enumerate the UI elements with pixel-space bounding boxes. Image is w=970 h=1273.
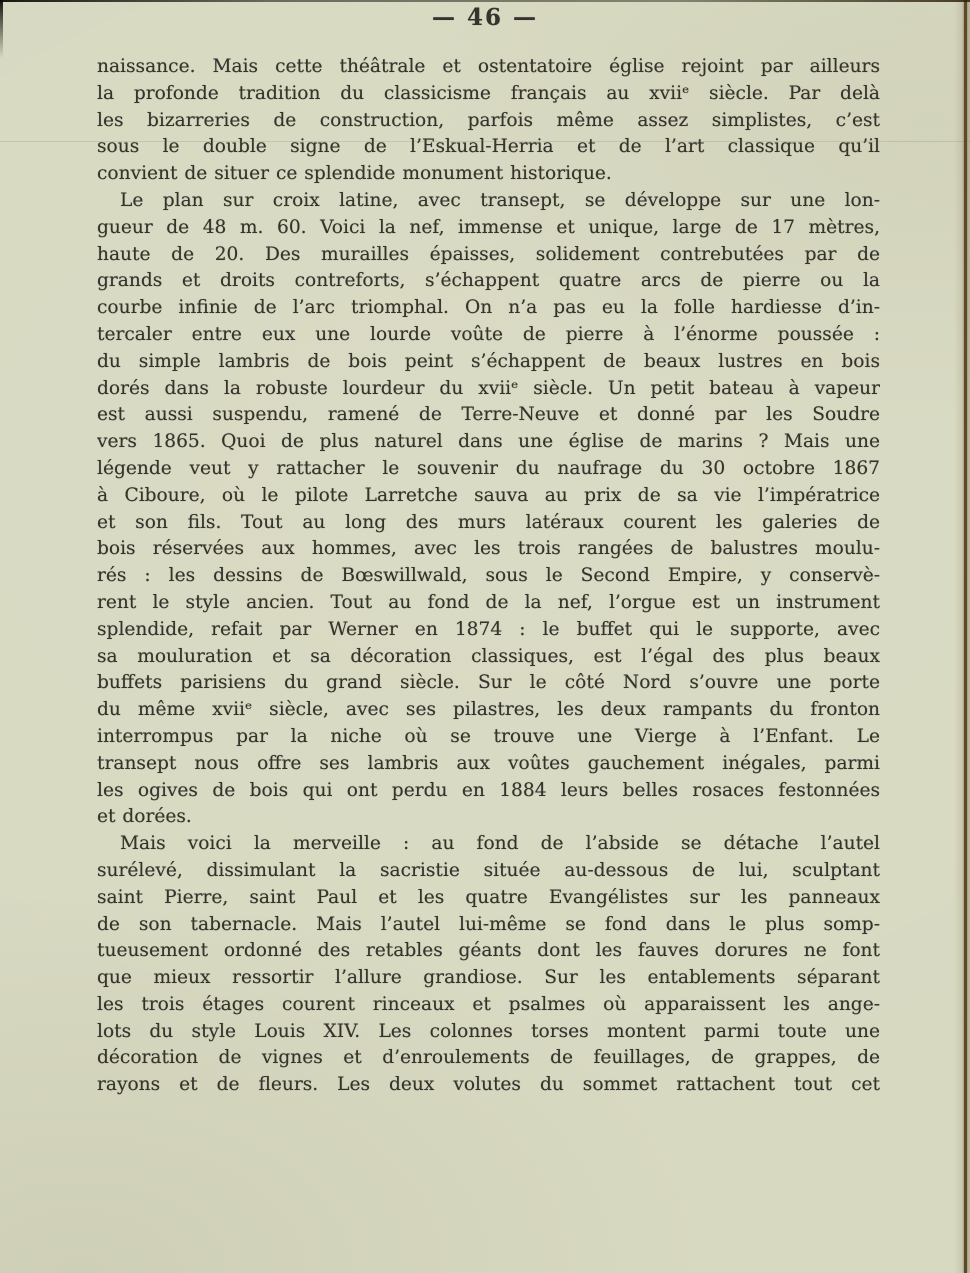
text-line: tercaler entre eux une lourde voûte de pierre à l’énorme poussée : (97, 323, 880, 345)
text-line: rés : les dessins de Bœswillwald, sous le Second Empire, y conservè- (97, 565, 880, 587)
text-line: saint Pierre, saint Paul et les quatre Evangélistes sur les panneaux (97, 886, 880, 908)
text-line: du même xviiᵉ siècle, avec ses pilastres, les deux rampants du fronton (97, 699, 880, 721)
text-line: de son tabernacle. Mais l’autel lui-même se fond dans le plus somp- (97, 913, 880, 935)
scan-top-edge (0, 0, 970, 2)
text-line: interrompus par la niche où se trouve une Vierge à l’Enfant. Le (97, 725, 880, 747)
text-line: surélevé, dissimulant la sacristie située au-dessous de lui, sculptant (97, 859, 880, 881)
scan-crease-line (0, 141, 970, 142)
paragraph (97, 831, 880, 1099)
text-line: que mieux ressortir l’allure grandiose. Sur les entablements séparant (97, 967, 880, 989)
text-line: sous le double signe de l’Eskual-Herria et de l’art classique qu’il (97, 136, 880, 158)
text-line: buffets parisiens du grand siècle. Sur le côté Nord s’ouvre une porte (97, 672, 880, 694)
text-line: décoration de vignes et d’enroulements de feuillages, de grappes, de (97, 1047, 880, 1069)
text-line: transept nous offre ses lambris aux voûtes gauchement inégales, parmi (97, 752, 880, 774)
text-line: haute de 20. Des murailles épaisses, solidement contrebutées par de (97, 243, 880, 265)
page-edge-line (964, 0, 967, 1273)
text-line: rent le style ancien. Tout au fond de la nef, l’orgue est un instrument (97, 591, 880, 613)
text-line: légende veut y rattacher le souvenir du naufrage du 30 octobre 1867 (97, 457, 880, 479)
text-line: dorés dans la robuste lourdeur du xviiᵉ siècle. Un petit bateau à vapeur (97, 377, 880, 399)
text-line: les trois étages courent rinceaux et psalmes où apparaissent les ange- (97, 993, 880, 1015)
text-line: les ogives de bois qui ont perdu en 1884 leurs belles rosaces festonnées (97, 779, 880, 801)
text-line: et son fils. Tout au long des murs latéraux courent les galeries de (97, 511, 880, 533)
text-line: à Ciboure, où le pilote Larretche sauva au prix de sa vie l’impératrice (97, 484, 880, 506)
text-line: est aussi suspendu, ramené de Terre-Neuve et donné par les Soudre (97, 404, 880, 426)
scan-corner-artifact (0, 0, 3, 58)
text-line: convient de situer ce splendide monument historique. (97, 163, 612, 185)
text-line: naissance. Mais cette théâtrale et ostentatoire église rejoint par ailleurs (97, 56, 880, 77)
text-line: grands et droits contreforts, s’échappent quatre arcs de pierre ou la (97, 270, 880, 292)
paragraph (97, 188, 880, 831)
text-line: et dorées. (97, 806, 192, 828)
text-line: tueusement ordonné des retables géants dont les fauves dorures ne font (97, 940, 880, 962)
text-line: Le plan sur croix latine, avec transept, se développe sur une lon- (120, 189, 880, 211)
text-line: du simple lambris de bois peint s’échappent de beaux lustres en bois (97, 350, 880, 372)
page-number-header: — 46 — (431, 4, 539, 31)
text-line: vers 1865. Quoi de plus naturel dans une église de marins ? Mais une (97, 431, 880, 453)
text-line: Mais voici la merveille : au fond de l’abside se détache l’autel (120, 833, 880, 855)
page-edge-shadow (954, 0, 970, 1273)
paragraph (97, 54, 880, 188)
text-line: rayons et de fleurs. Les deux volutes du sommet rattachent tout cet (97, 1074, 880, 1096)
text-line: bois réservées aux hommes, avec les trois rangées de balustres moulu- (97, 538, 880, 560)
text-line: les bizarreries de construction, parfois même assez simplistes, c’est (97, 109, 880, 131)
text-line: lots du style Louis XIV. Les colonnes torses montent parmi toute une (97, 1020, 880, 1042)
text-line: la profonde tradition du classicisme français au xviiᵉ siècle. Par delà (97, 82, 880, 104)
text-line: courbe infinie de l’arc triomphal. On n’a pas eu la folle hardiesse d’in- (97, 297, 880, 319)
page-text (97, 54, 880, 1099)
text-line: splendide, refait par Werner en 1874 : le buffet qui le supporte, avec (97, 618, 880, 640)
text-line: gueur de 48 m. 60. Voici la nef, immense et unique, large de 17 mètres, (97, 216, 880, 238)
text-line: sa mouluration et sa décoration classiques, est l’égal des plus beaux (97, 645, 880, 667)
